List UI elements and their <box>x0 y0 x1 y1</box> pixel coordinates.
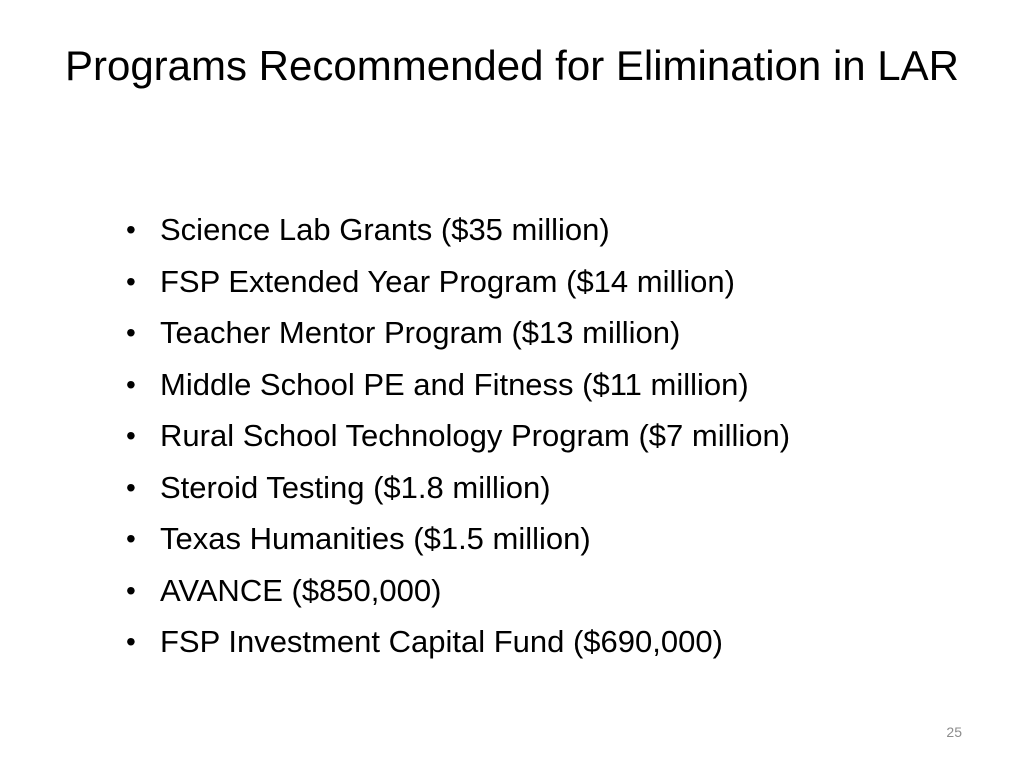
list-item <box>122 462 790 514</box>
bullet-list <box>122 204 790 668</box>
list-item <box>122 410 790 462</box>
list-item-text: Texas Humanities ($1.5 million) <box>160 521 591 556</box>
list-item <box>122 513 790 565</box>
bullet-dot-icon: • <box>126 317 136 348</box>
bullet-dot-icon: • <box>126 574 136 606</box>
bullet-dot-icon: • <box>126 471 136 503</box>
list-item <box>122 616 790 668</box>
list-item <box>122 565 790 617</box>
list-item-text: Rural School Technology Program ($7 million) <box>160 418 791 453</box>
page-number: 25 <box>946 724 962 740</box>
list-item-text: FSP Investment Capital Fund ($690,000) <box>160 624 723 659</box>
list-item <box>122 307 790 359</box>
bullet-dot-icon: • <box>126 626 136 657</box>
list-item-text: FSP Extended Year Program ($14 million) <box>160 263 735 299</box>
list-item-text: Teacher Mentor Program ($13 million) <box>160 315 681 350</box>
bullet-dot-icon: • <box>126 420 136 451</box>
bullet-dot-icon: • <box>126 368 136 400</box>
list-item <box>122 204 790 256</box>
list-item-text: Steroid Testing ($1.8 million) <box>160 469 551 505</box>
bullet-dot-icon: • <box>126 265 136 297</box>
list-item <box>122 256 790 308</box>
bullet-dot-icon: • <box>126 523 136 554</box>
bullet-dot-icon: • <box>126 214 136 245</box>
list-item <box>122 359 790 411</box>
list-item-text: Science Lab Grants ($35 million) <box>160 212 610 247</box>
list-item-text: AVANCE ($850,000) <box>160 572 442 608</box>
slide-title: Programs Recommended for Elimination in LAR <box>64 42 960 89</box>
list-item-text: Middle School PE and Fitness ($11 million) <box>160 366 749 402</box>
